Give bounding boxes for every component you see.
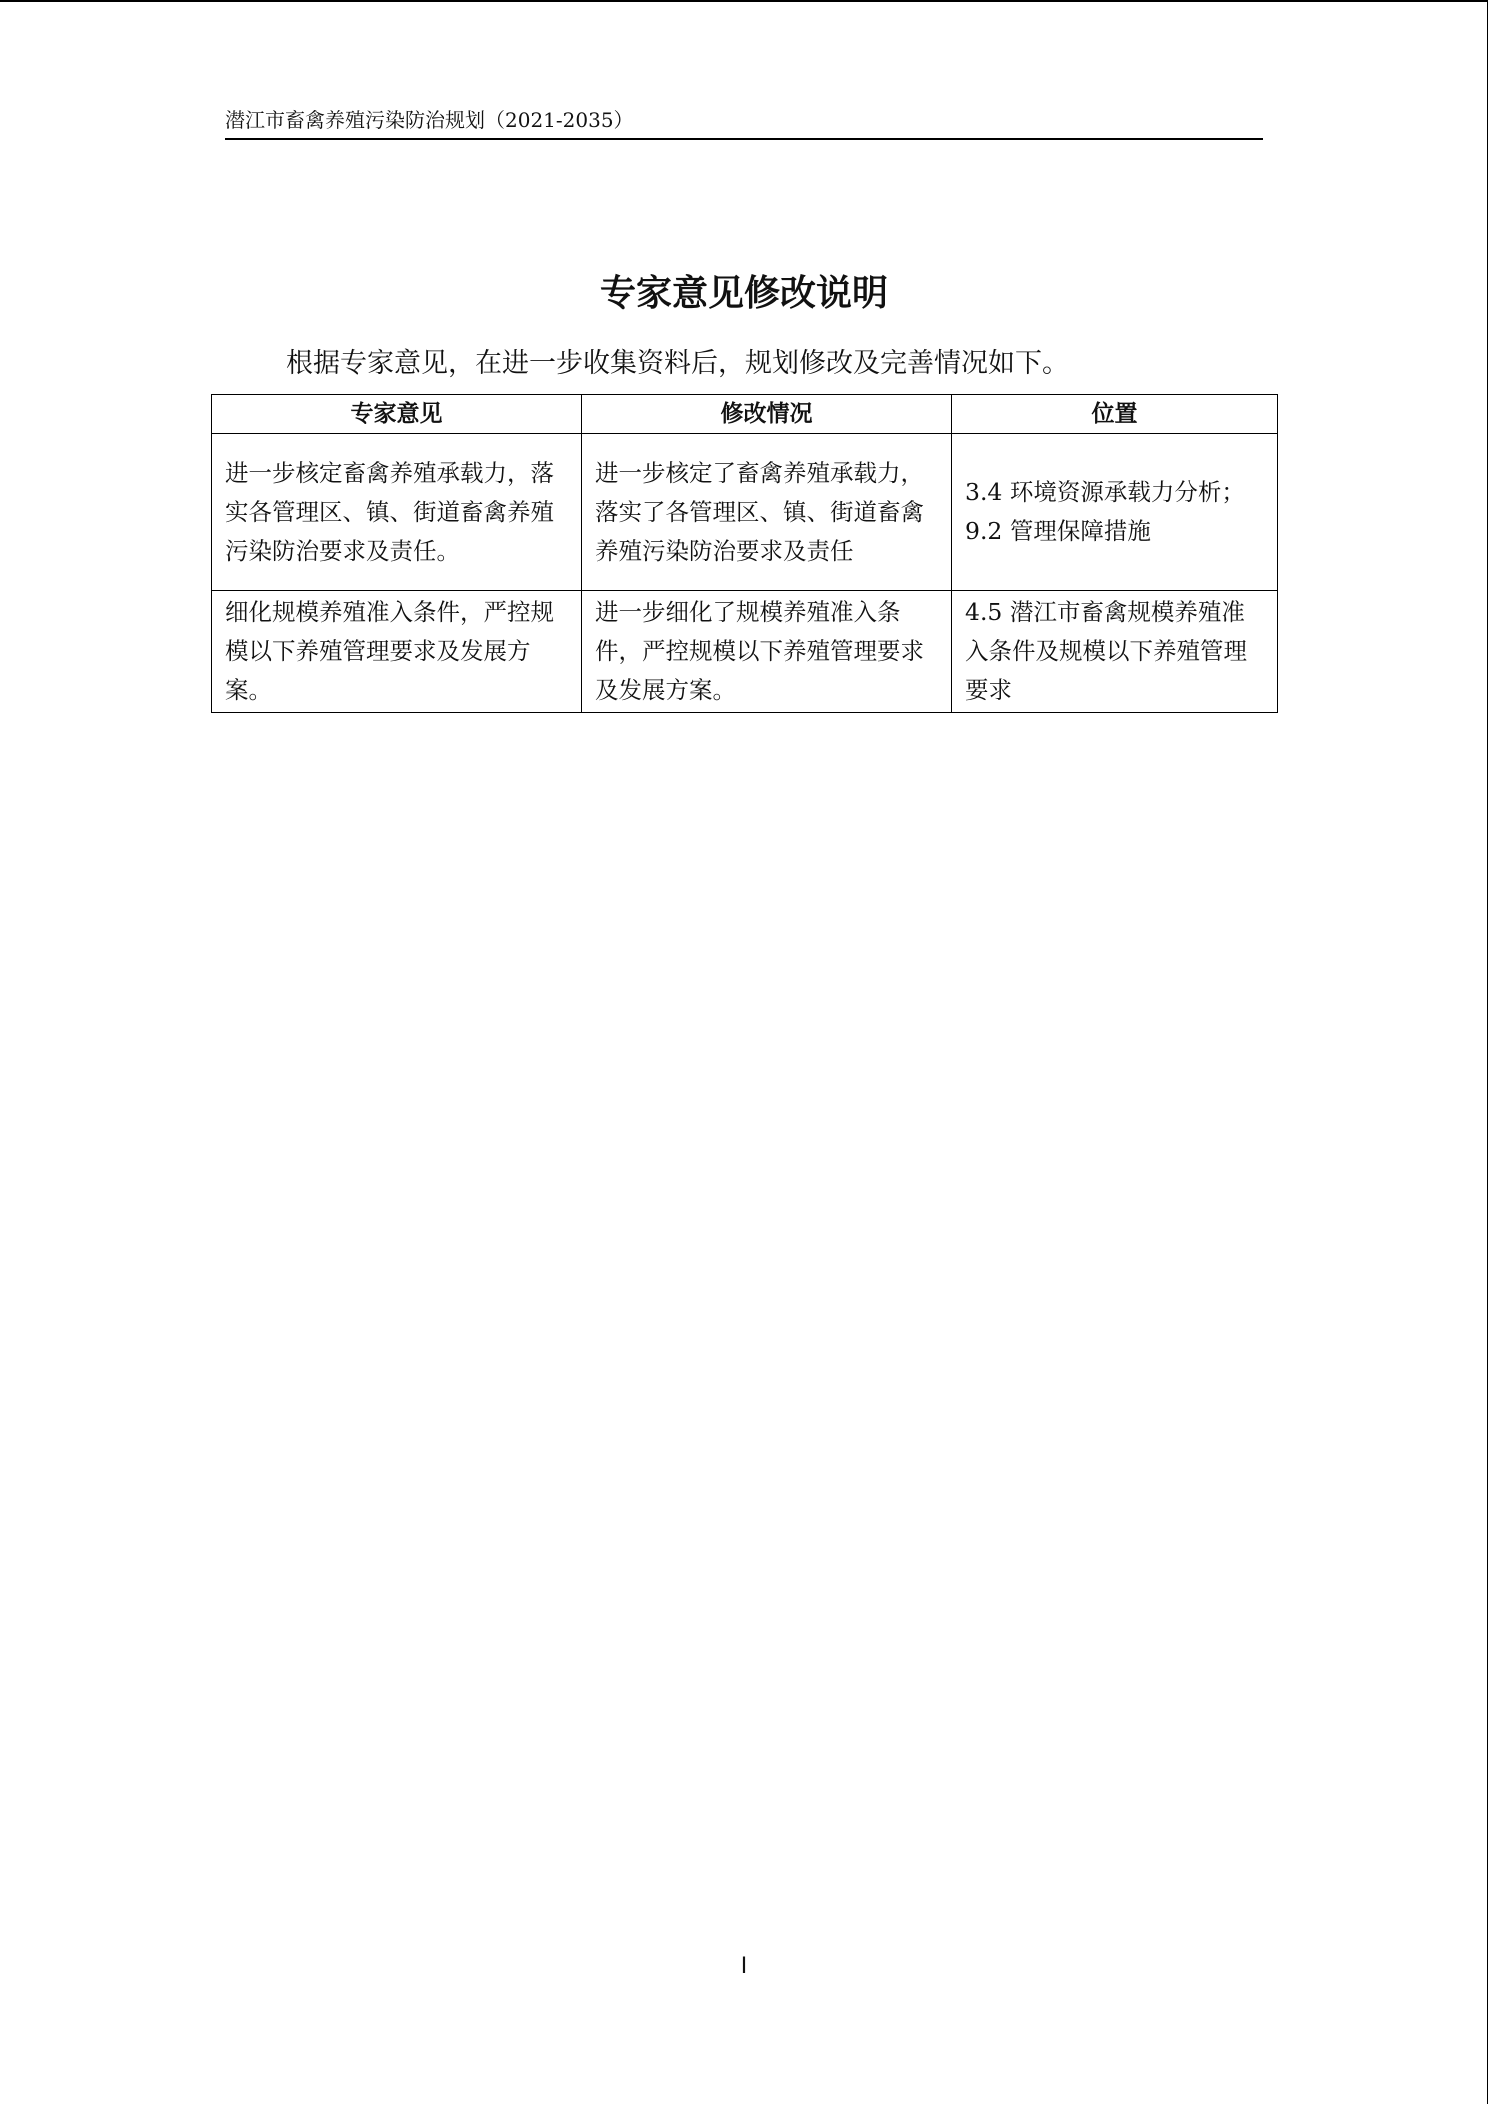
- location-line: 4.5 潜江市畜禽规模养殖准入条件及规模以下养殖管理要求: [965, 598, 1247, 704]
- expert-opinion-cell: 细化规模养殖准入条件，严控规模以下养殖管理要求及发展方案。: [212, 591, 582, 713]
- table-row: [212, 434, 1278, 591]
- location-cell: [952, 591, 1278, 713]
- table-header-row: [212, 395, 1278, 434]
- header-location: 位置: [952, 395, 1278, 434]
- document-title: 专家意见修改说明: [599, 273, 888, 314]
- intro-paragraph: 根据专家意见，在进一步收集资料后，规划修改及完善情况如下。: [286, 348, 1069, 379]
- expert-opinion-cell: 进一步核定畜禽养殖承载力，落实各管理区、镇、街道畜禽养殖污染防治要求及责任。: [212, 434, 582, 591]
- revision-cell: 进一步核定了畜禽养殖承载力，落实了各管理区、镇、街道畜禽养殖污染防治要求及责任: [582, 434, 952, 591]
- page-number: I: [740, 1954, 748, 1979]
- page-top-edge: [0, 0, 1488, 2]
- table-row: [212, 591, 1278, 713]
- revision-cell: 进一步细化了规模养殖准入条件，严控规模以下养殖管理要求及发展方案。: [582, 591, 952, 713]
- location-line: 3.4 环境资源承载力分析；: [965, 478, 1245, 506]
- revision-table: [211, 394, 1278, 713]
- location-cell: [952, 434, 1278, 591]
- header-expert-opinion: 专家意见: [212, 395, 582, 434]
- running-header-text: 潜江市畜禽养殖污染防治规划（2021-2035）: [225, 108, 634, 132]
- header-revision: 修改情况: [582, 395, 952, 434]
- running-header: [225, 104, 1263, 140]
- location-line: 9.2 管理保障措施: [965, 517, 1151, 545]
